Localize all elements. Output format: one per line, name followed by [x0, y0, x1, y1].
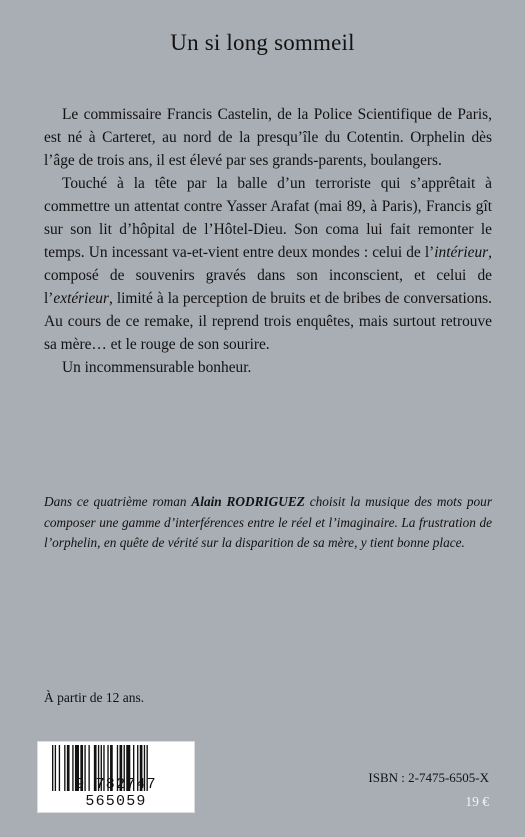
author-note	[44, 492, 492, 554]
emphasis-interieur: intérieur	[434, 244, 489, 261]
synopsis-paragraph-1	[44, 103, 492, 172]
synopsis-text: , composé de souvenirs gravés dans son inconscient, et celui de l’	[44, 244, 492, 307]
age-note: À partir de 12 ans.	[44, 690, 145, 705]
emphasis-exterieur: extérieur	[53, 290, 109, 307]
price: 19 €	[465, 794, 489, 809]
author-note-text: Dans ce quatrième roman	[44, 494, 192, 509]
synopsis-paragraph-3	[44, 356, 492, 379]
synopsis-paragraph-2	[44, 172, 492, 356]
synopsis-text: Touché à la tête par la balle d’un terroriste qui s’apprêtait à commettre un attentat contre Yasser Arafat (mai 89, à Paris), Francis gît sur son lit d’hôpital de l’Hôtel-Dieu. Son coma lui fait remonter le temps. Un incessant va-et-vient entre deux mondes : celui de l’	[44, 175, 492, 261]
barcode	[37, 741, 195, 813]
synopsis	[44, 103, 492, 379]
author-name: Alain RODRIGUEZ	[191, 494, 305, 509]
synopsis-text: Un incommensurable bonheur.	[62, 359, 252, 376]
isbn: ISBN : 2-7475-6505-X	[368, 770, 489, 785]
barcode-digits: 9 782747 565059	[75, 776, 157, 810]
book-title: Un si long sommeil	[170, 30, 355, 55]
author-note-text: choisit la musique des mots pour composer une gamme d’interférences entre le réel et l’imaginaire. La frustration de l’orphelin, en quête de vérité sur la disparition de sa mère, y tient bonne place.	[44, 494, 492, 550]
synopsis-text: , limité à la perception de bruits et de bribes de conversations. Au cours de ce remake, il reprend trois enquêtes, mais surtout retrouve sa mère… et le rouge de son sourire.	[44, 290, 492, 353]
synopsis-text: Le commissaire Francis Castelin, de la Police Scientifique de Paris, est né à Carteret, au nord de la presqu’île du Cotentin. Orphelin dès l’âge de trois ans, il est élevé par ses grands-parents, boulangers.	[44, 106, 492, 169]
